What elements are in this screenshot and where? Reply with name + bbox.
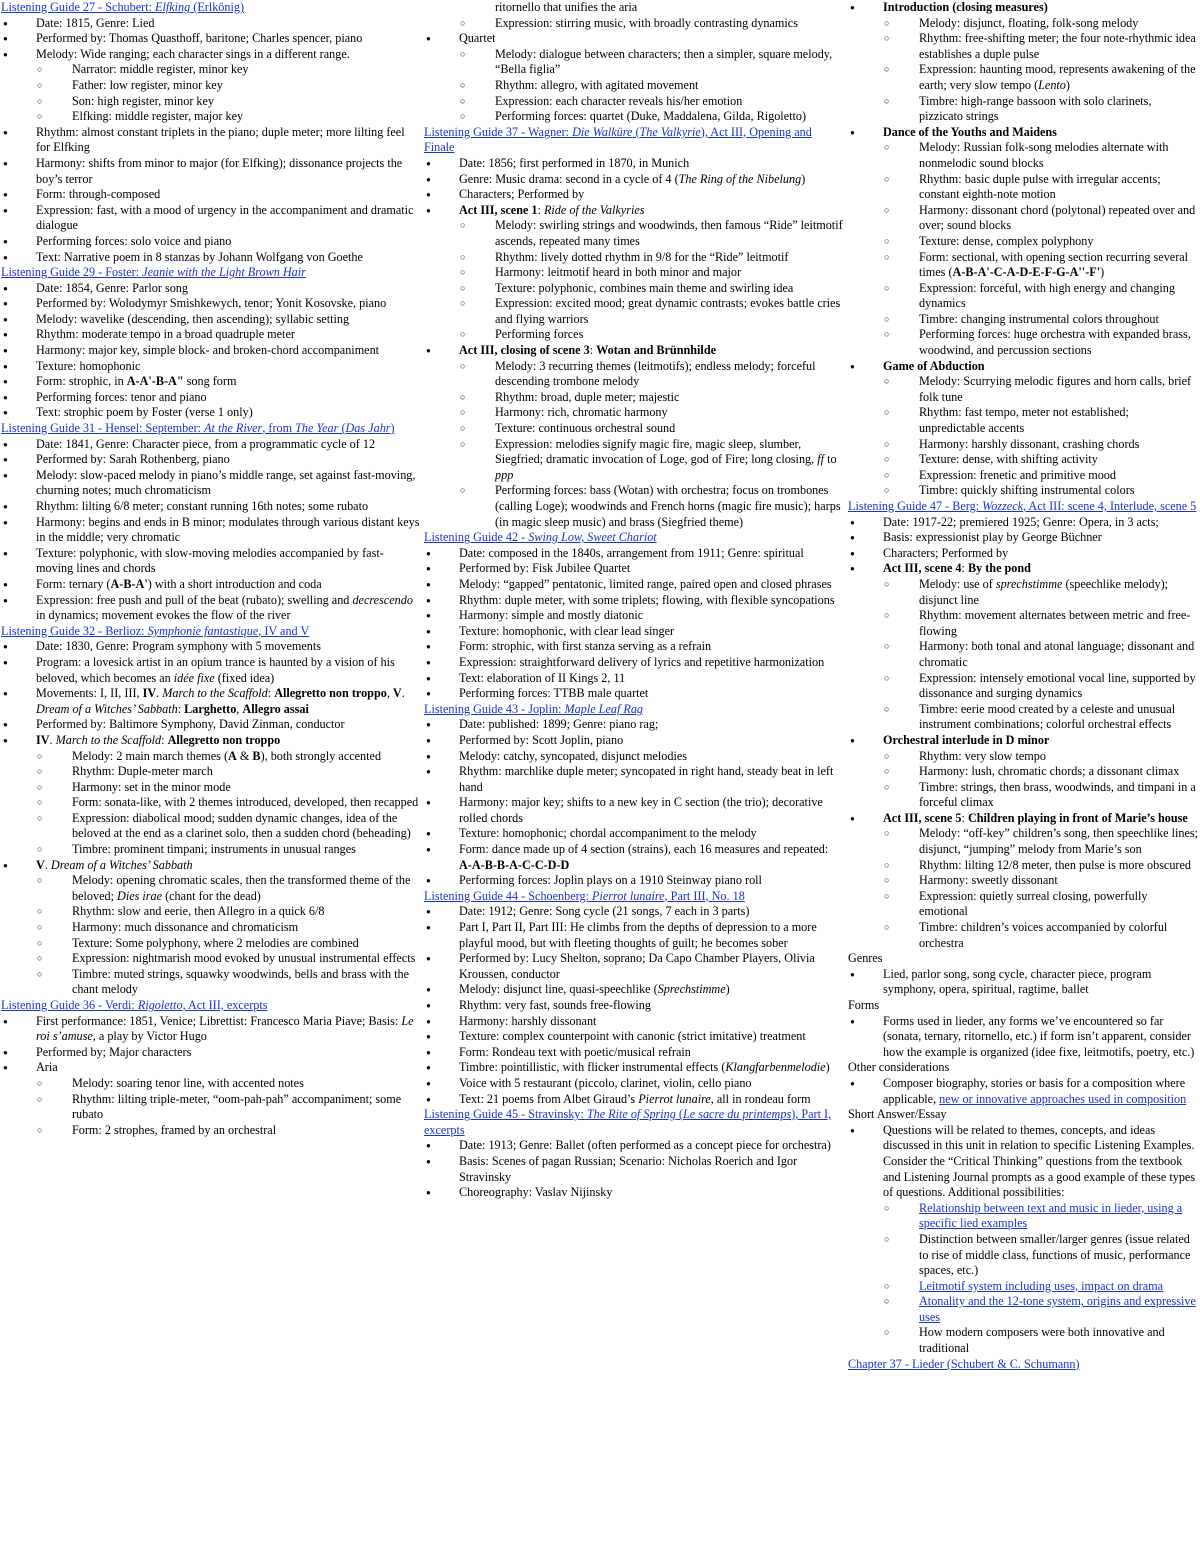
sub-bullet-item: ○ Rhythm: free-shifting meter; the four note-rhythmic idea establishes a duple pulse xyxy=(848,31,1198,62)
column-1 xyxy=(0,0,424,1553)
bullet-item: ● Lied, parlor song, song cycle, character piece, program symphony, opera, spiritual, ragtime, ballet xyxy=(848,967,1198,998)
sub-bullet-item: ○ Form: 2 strophes, framed by an orchestral xyxy=(1,1123,420,1139)
section-label: Short Answer/Essay xyxy=(848,1107,947,1122)
bullet-item: ● Basis: Scenes of pagan Russian; Scenario: Nicholas Roerich and Igor Stravinsky xyxy=(424,1154,844,1185)
guide-heading-link[interactable]: Listening Guide 32 - Berlioz: Symphonie fantastique, IV and V xyxy=(1,623,310,638)
guide-heading-link[interactable]: Listening Guide 31 - Hensel: September: At the River, from The Year (Das Jahr) xyxy=(1,421,395,436)
bullet-item: ● Date: 1856; first performed in 1870, in Munich xyxy=(424,156,844,172)
sub-bullet-item: ○ Texture: continuous orchestral sound xyxy=(424,421,844,437)
bullet-item: ● Date: 1830, Genre: Program symphony with 5 movements xyxy=(1,639,420,655)
bullet-item: ● Performed by: Thomas Quasthoff, baritone; Charles spencer, piano xyxy=(1,31,420,47)
bullet-item: ● Aria xyxy=(1,1060,420,1076)
bullet-item: ● Rhythm: marchlike duple meter; syncopated in right hand, steady beat in left hand xyxy=(424,764,844,795)
sub-bullet-item: ○ Timbre: quickly shifting instrumental colors xyxy=(848,483,1198,499)
sub-bullet-item: ○ Melody: opening chromatic scales, then the transformed theme of the beloved; Dies irae (chant for the dead) xyxy=(1,873,420,904)
guide-heading-link[interactable]: Listening Guide 44 - Schoenberg: Pierrot lunaire, Part III, No. 18 xyxy=(424,888,745,903)
sub-bullet-item: ○ Texture: polyphonic, combines main theme and swirling idea xyxy=(424,281,844,297)
sub-bullet-item: ○ Expression: excited mood; great dynamic contrasts; evokes battle cries and flying warriors xyxy=(424,296,844,327)
bullet-item: ● Questions will be related to themes, concepts, and ideas discussed in this unit in relation to specific Listening Examples. Consider the “Critical Thinking” questions from the textbook and Listening Journal prompts as a good example of these types of questions. Additional possibilities: xyxy=(848,1123,1198,1201)
sub-bullet-item: ○ Texture: dense, complex polyphony xyxy=(848,234,1198,250)
bullet-item: ● Text: Narrative poem in 8 stanzas by Johann Wolfgang von Goethe xyxy=(1,250,420,266)
bullet-item: ● Melody: “gapped” pentatonic, limited range, paired open and closed phrases xyxy=(424,577,844,593)
bullet-item: ● Texture: homophonic xyxy=(1,359,420,375)
sub-bullet-item: ○ Harmony: both tonal and atonal language; dissonant and chromatic xyxy=(848,639,1198,670)
bullet-item: ● Text: 21 poems from Albet Giraud’s Pierrot lunaire, all in rondeau form xyxy=(424,1092,844,1108)
bullet-item: ● Characters; Performed by xyxy=(848,546,1198,562)
sub-bullet-item: ○ Harmony: set in the minor mode xyxy=(1,780,420,796)
bullet-item: ● Form: ternary (A-B-A') with a short introduction and coda xyxy=(1,577,420,593)
bullet-item: ● Characters; Performed by xyxy=(424,187,844,203)
sub-bullet-item: ○ Distinction between smaller/larger genres (issue related to rise of middle class, functions of music, performance spaces, etc.) xyxy=(848,1232,1198,1279)
sub-bullet-item: ○ Rhythm: Duple-meter march xyxy=(1,764,420,780)
sub-bullet-item: ○ Expression: nightmarish mood evoked by unusual instrumental effects xyxy=(1,951,420,967)
bullet-item: ● Forms used in lieder, any forms we’ve encountered so far (sonata, ternary, ritornello, etc.) if form isn’t apparent, consider how the example is organized (idee fixe, leitmotifs, poetry, etc.) xyxy=(848,1014,1198,1061)
bullet-item: ● Movements: I, II, III, IV. March to the Scaffold: Allegretto non troppo, V. Dream of a Witches’ Sabbath: Larghetto, Allegro assai xyxy=(1,686,420,717)
guide-heading-link[interactable]: Listening Guide 29 - Foster: Jeanie with the Light Brown Hair xyxy=(1,265,306,280)
bullet-item: ● Introduction (closing measures) xyxy=(848,0,1198,16)
bullet-item: ● Date: 1917-22; premiered 1925; Genre: Opera, in 3 acts; xyxy=(848,515,1198,531)
guide-heading-link[interactable]: Chapter 37 - Lieder (Schubert & C. Schumann) xyxy=(848,1356,1080,1371)
bullet-item: ● Date: 1841, Genre: Character piece, from a programmatic cycle of 12 xyxy=(1,437,420,453)
bullet-item: ● Basis: expressionist play by George Büchner xyxy=(848,530,1198,546)
bullet-item: ● Melody: Wide ranging; each character sings in a different range. xyxy=(1,47,420,63)
bullet-item: ● Genre: Music drama: second in a cycle of 4 (The Ring of the Nibelung) xyxy=(424,172,844,188)
bullet-item: ● Performing forces: Joplin plays on a 1910 Steinway piano roll xyxy=(424,873,844,889)
sub-bullet-item: ○ Melody: Russian folk-song melodies alternate with nonmelodic sound blocks xyxy=(848,140,1198,171)
bullet-item: ● Part I, Part II, Part III: He climbs from the depths of depression to a more playful mood, but with fleeting thoughts of guilt; he becomes sober xyxy=(424,920,844,951)
sub-bullet-item: ○ Timbre: muted strings, squawky woodwinds, bells and brass with the chant melody xyxy=(1,967,420,998)
bullet-item: ● Date: 1913; Genre: Ballet (often performed as a concept piece for orchestra) xyxy=(424,1138,844,1154)
bullet-item: ● Harmony: major key; shifts to a new key in C section (the trio); decorative rolled chords xyxy=(424,795,844,826)
bullet-item: ● Performing forces: TTBB male quartet xyxy=(424,686,844,702)
bullet-item: ● Rhythm: moderate tempo in a broad quadruple meter xyxy=(1,327,420,343)
sub-bullet-item: ○ Melody: use of sprechstimme (speechlike melody); disjunct line xyxy=(848,577,1198,608)
sub-bullet-item: ○ How modern composers were both innovative and traditional xyxy=(848,1325,1198,1356)
sub-bullet-item: ○ Rhythm: lively dotted rhythm in 9/8 for the “Ride” leitmotif xyxy=(424,250,844,266)
sub-bullet-item: ○ Performing forces: quartet (Duke, Maddalena, Gilda, Rigoletto) xyxy=(424,109,844,125)
bullet-item: ● Expression: free push and pull of the beat (rubato); swelling and decrescendo in dynamics; movement evokes the flow of the river xyxy=(1,593,420,624)
bullet-item: ● Game of Abduction xyxy=(848,359,1198,375)
guide-heading-link[interactable]: Listening Guide 37 - Wagner: Die Walküre (The Valkyrie), Act III, Opening and Finale xyxy=(424,124,812,155)
sub-bullet-item: ○ Timbre: prominent timpani; instruments in unusual ranges xyxy=(1,842,420,858)
sub-bullet-item: ○ Leitmotif system including uses, impact on drama xyxy=(848,1279,1198,1295)
bullet-item: ● Harmony: harshly dissonant xyxy=(424,1014,844,1030)
sub-bullet-item: ○ Harmony: rich, chromatic harmony xyxy=(424,405,844,421)
sub-bullet-item: ○ Melody: Scurrying melodic figures and horn calls, brief folk tune xyxy=(848,374,1198,405)
bullet-item: ● Date: published: 1899; Genre: piano rag; xyxy=(424,717,844,733)
bullet-item: ● Expression: straightforward delivery of lyrics and repetitive harmonization xyxy=(424,655,844,671)
sub-bullet-item: ○ Harmony: sweetly dissonant xyxy=(848,873,1198,889)
sub-bullet-item: ○ Harmony: harshly dissonant, crashing chords xyxy=(848,437,1198,453)
sub-bullet-item: ○ Expression: forceful, with high energy and changing dynamics xyxy=(848,281,1198,312)
sub-bullet-item: ○ Relationship between text and music in lieder, using a specific lied examples xyxy=(848,1201,1198,1232)
bullet-item: ● Melody: wavelike (descending, then ascending); syllabic setting xyxy=(1,312,420,328)
sub-bullet-item: ○ Performing forces: huge orchestra with expanded brass, woodwind, and percussion sections xyxy=(848,327,1198,358)
sub-bullet-item: ○ Narrator: middle register, minor key xyxy=(1,62,420,78)
guide-heading-link[interactable]: Listening Guide 45 - Stravinsky: The Rite of Spring (Le sacre du printemps), Part I, excerpts xyxy=(424,1107,832,1137)
bullet-item: ● Harmony: begins and ends in B minor; modulates through various distant keys in the middle; very chromatic xyxy=(1,515,420,546)
bullet-item: ● Form: strophic, with first stanza serving as a refrain xyxy=(424,639,844,655)
section-label: Other considerations xyxy=(848,1060,950,1075)
section-label: Genres xyxy=(848,951,883,966)
bullet-item: ● Orchestral interlude in D minor xyxy=(848,733,1198,749)
bullet-item: ● Performed by: Fisk Jubilee Quartet xyxy=(424,561,844,577)
bullet-item: ● Timbre: pointillistic, with flicker instrumental effects (Klangfarbenmelodie) xyxy=(424,1060,844,1076)
sub-bullet-item: ○ Expression: each character reveals his/her emotion xyxy=(424,94,844,110)
sub-bullet-item: ○ Melody: 3 recurring themes (leitmotifs); endless melody; forceful descending trombone melody xyxy=(424,359,844,390)
bullet-item: ● First performance: 1851, Venice; Librettist: Francesco Maria Piave; Basis: Le roi s’amuse, a play by Victor Hugo xyxy=(1,1014,420,1045)
bullet-item: ● Act III, closing of scene 3: Wotan and Brünnhilde xyxy=(424,343,844,359)
bullet-item: ● Performing forces: tenor and piano xyxy=(1,390,420,406)
bullet-item: ● Text: elaboration of II Kings 2, 11 xyxy=(424,671,844,687)
bullet-item: ● Performed by: Sarah Rothenberg, piano xyxy=(1,452,420,468)
bullet-item: ● Performed by: Wolodymyr Smishkewych, tenor; Yonit Kosovske, piano xyxy=(1,296,420,312)
bullet-item: ● Texture: complex counterpoint with canonic (strict imitative) treatment xyxy=(424,1029,844,1045)
bullet-item: ● Form: dance made up of 4 section (strains), each 16 measures and repeated: A-A-B-B-A-C-C-D-D xyxy=(424,842,844,873)
bullet-item: ● Program: a lovesick artist in an opium trance is haunted by a vision of his beloved, which becomes an idée fixe (fixed idea) xyxy=(1,655,420,686)
sub-bullet-item: ○ Rhythm: fast tempo, meter not established; unpredictable accents xyxy=(848,405,1198,436)
bullet-item: ● Performed by: Baltimore Symphony, David Zinman, conductor xyxy=(1,717,420,733)
sub-bullet-item: ○ Performing forces: bass (Wotan) with orchestra; focus on trombones (calling Loge); woodwinds and French horns (magic fire music); harps (in magic sleep music) and brass (Siegfried theme) xyxy=(424,483,844,530)
sub-bullet-item: ○ Son: high register, minor key xyxy=(1,94,420,110)
sub-bullet-item: ○ Melody: 2 main march themes (A & B), both strongly accented xyxy=(1,749,420,765)
sub-bullet-item: ○ Harmony: leitmotif heard in both minor and major xyxy=(424,265,844,281)
sub-bullet-item: ○ Atonality and the 12-tone system, origins and expressive uses xyxy=(848,1294,1198,1325)
sub-bullet-item: ○ Form: sonata-like, with 2 themes introduced, developed, then recapped xyxy=(1,795,420,811)
bullet-item: ● Quartet xyxy=(424,31,844,47)
bullet-item: ● Melody: slow-paced melody in piano’s middle range, set against fast-moving, churning notes; much chromaticism xyxy=(1,468,420,499)
sub-bullet-item: ○ Melody: disjunct, floating, folk-song melody xyxy=(848,16,1198,32)
sub-bullet-item: ○ Expression: diabolical mood; sudden dynamic changes, idea of the beloved at the end as a clarinet solo, then a sudden chord (beheading) xyxy=(1,811,420,842)
sub-bullet-item: ○ Expression: haunting mood, represents awakening of the earth; very slow tempo (Lento) xyxy=(848,62,1198,93)
bullet-item: ● Rhythm: duple meter, with some triplets; flowing, with flexible syncopations xyxy=(424,593,844,609)
sub-bullet-item: ○ Timbre: high-range bassoon with solo clarinets, pizzicato strings xyxy=(848,94,1198,125)
bullet-item: ● Texture: homophonic, with clear lead singer xyxy=(424,624,844,640)
sub-bullet-item: ○ Rhythm: lilting triple-meter, “oom-pah-pah” accompaniment; some rubato xyxy=(1,1092,420,1123)
bullet-item: ● Act III, scene 1: Ride of the Valkyries xyxy=(424,203,844,219)
guide-heading-link[interactable]: Listening Guide 47 - Berg: Wozzeck, Act III: scene 4, Interlude, scene 5 xyxy=(848,499,1197,513)
bullet-item: ● Form: strophic, in A-A'-B-A" song form xyxy=(1,374,420,390)
bullet-item: ● Harmony: simple and mostly diatonic xyxy=(424,608,844,624)
sub-bullet-item: ○ Expression: intensely emotional vocal line, supported by dissonance and surging dynamics xyxy=(848,671,1198,702)
bullet-item: ● Form: through-composed xyxy=(1,187,420,203)
sub-bullet-item: ○ Performing forces xyxy=(424,327,844,343)
bullet-item: ● Date: 1854, Genre: Parlor song xyxy=(1,281,420,297)
bullet-item: ● Texture: homophonic; chordal accompaniment to the melody xyxy=(424,826,844,842)
bullet-item: ● Melody: disjunct line, quasi-speechlike (Sprechstimme) xyxy=(424,982,844,998)
sub-bullet-item: ○ Father: low register, minor key xyxy=(1,78,420,94)
sub-bullet-item: ○ Expression: stirring music, with broadly contrasting dynamics xyxy=(424,16,844,32)
sub-bullet-item: ○ Rhythm: lilting 12/8 meter, then pulse is more obscured xyxy=(848,858,1198,874)
guide-heading-link[interactable]: Listening Guide 36 - Verdi: Rigoletto, Act III, excerpts xyxy=(1,998,268,1012)
sub-bullet-item: ○ Rhythm: allegro, with agitated movement xyxy=(424,78,844,94)
sub-bullet-item: ○ Timbre: children’s voices accompanied by colorful orchestra xyxy=(848,920,1198,951)
bullet-item: ● Voice with 5 restaurant (piccolo, clarinet, violin, cello piano xyxy=(424,1076,844,1092)
bullet-item: ● Date: 1815, Genre: Lied xyxy=(1,16,420,32)
sub-bullet-item: ○ Harmony: lush, chromatic chords; a dissonant climax xyxy=(848,764,1198,780)
guide-heading-link[interactable]: Listening Guide 43 - Joplin: Maple Leaf Rag xyxy=(424,701,644,716)
section-label: Forms xyxy=(848,998,880,1012)
column-3 xyxy=(848,0,1200,1553)
bullet-item: ● Melody: catchy, syncopated, disjunct melodies xyxy=(424,749,844,765)
bullet-item: ● Choreography: Vaslav Nijinsky xyxy=(424,1185,844,1201)
sub-bullet-item: ○ Rhythm: basic duple pulse with irregular accents; constant eighth-note motion xyxy=(848,172,1198,203)
sub-bullet-item: ○ Expression: melodies signify magic fire, magic sleep, slumber, Siegfried; dramatic invocation of Loge, god of Fire; long closing, ff to ppp xyxy=(424,437,844,484)
sub-bullet-item: ○ Timbre: changing instrumental colors throughout xyxy=(848,312,1198,328)
sub-bullet-item: ○ Melody: soaring tenor line, with accented notes xyxy=(1,1076,420,1092)
sub-bullet-item: ○ Melody: dialogue between characters; then a simpler, square melody, “Bella figlia” xyxy=(424,47,844,78)
sub-bullet-item: ○ Texture: dense, with shifting activity xyxy=(848,452,1198,468)
bullet-item: ● Act III, scene 4: By the pond xyxy=(848,561,1198,577)
sub-bullet-item: ○ Expression: quietly surreal closing, powerfully emotional xyxy=(848,889,1198,920)
bullet-item: ● Texture: polyphonic, with slow-moving melodies accompanied by fast-moving lines and chords xyxy=(1,546,420,577)
bullet-item: ● Expression: fast, with a mood of urgency in the accompaniment and dramatic dialogue xyxy=(1,203,420,234)
sub-bullet-item: ○ Rhythm: movement alternates between metric and free-flowing xyxy=(848,608,1198,639)
sub-bullet-item: ○ Rhythm: very slow tempo xyxy=(848,749,1198,765)
sub-bullet-item: ○ Texture: Some polyphony, where 2 melodies are combined xyxy=(1,936,420,952)
bullet-item: ● Form: Rondeau text with poetic/musical refrain xyxy=(424,1045,844,1061)
sub-bullet-item: ○ Timbre: eerie mood created by a celeste and unusual instrument combinations; colorful orchestral effects xyxy=(848,702,1198,733)
sub-bullet-item: ○ Melody: “off-key” children’s song, then speechlike lines; disjunct, “jumping” melody from Marie’s son xyxy=(848,826,1198,857)
sub-bullet-item: ○ Rhythm: broad, duple meter; majestic xyxy=(424,390,844,406)
sub-bullet-item: ○ Melody: swirling strings and woodwinds, then famous “Ride” leitmotif ascends, repeated many times xyxy=(424,218,844,249)
bullet-item: ● V. Dream of a Witches’ Sabbath xyxy=(1,858,420,874)
bullet-item: ● Performed by; Major characters xyxy=(1,1045,420,1061)
bullet-item: ● Composer biography, stories or basis for a composition where applicable, new or innovative approaches used in composition xyxy=(848,1076,1198,1107)
bullet-item: ● Act III, scene 5: Children playing in front of Marie’s house xyxy=(848,811,1198,827)
sub-bullet-item: ○ Harmony: much dissonance and chromaticism xyxy=(1,920,420,936)
bullet-item: ● Rhythm: almost constant triplets in the piano; duple meter; more lilting feel for Elfking xyxy=(1,125,420,156)
sub-bullet-item: ○ Elfking: middle register, major key xyxy=(1,109,420,125)
bullet-item: ● Text: strophic poem by Foster (verse 1 only) xyxy=(1,405,420,421)
bullet-item: ● IV. March to the Scaffold: Allegretto non troppo xyxy=(1,733,420,749)
bullet-item: ● Date: composed in the 1840s, arrangement from 1911; Genre: spiritual xyxy=(424,546,844,562)
bullet-item: ● Rhythm: lilting 6/8 meter; constant running 16th notes; some rubato xyxy=(1,499,420,515)
sub-bullet-item: ○ Harmony: dissonant chord (polytonal) repeated over and over; sound blocks xyxy=(848,203,1198,234)
continued-line: ritornello that unifies the aria xyxy=(495,0,638,14)
bullet-item: ● Date: 1912; Genre: Song cycle (21 songs, 7 each in 3 parts) xyxy=(424,904,844,920)
column-2 xyxy=(424,0,848,1553)
bullet-item: ● Performed by: Lucy Shelton, soprano; Da Capo Chamber Players, Olivia Kroussen, conductor xyxy=(424,951,844,982)
sub-bullet-item: ○ Timbre: strings, then brass, woodwinds, and timpani in a forceful climax xyxy=(848,780,1198,811)
bullet-item: ● Harmony: major key, simple block- and broken-chord accompaniment xyxy=(1,343,420,359)
sub-bullet-item: ○ Form: sectional, with opening section recurring several times (A-B-A'-C-A-D-E-F-G-A''-F') xyxy=(848,250,1198,281)
guide-heading-link[interactable]: Listening Guide 42 - Swing Low, Sweet Chariot xyxy=(424,530,657,545)
bullet-item: ● Performed by: Scott Joplin, piano xyxy=(424,733,844,749)
bullet-item: ● Harmony: shifts from minor to major (for Elfking); dissonance projects the boy’s terror xyxy=(1,156,420,187)
bullet-item: ● Rhythm: very fast, sounds free-flowing xyxy=(424,998,844,1014)
bullet-item: ● Performing forces: solo voice and piano xyxy=(1,234,420,250)
sub-bullet-item: ○ Expression: frenetic and primitive mood xyxy=(848,468,1198,484)
guide-heading-link[interactable]: Listening Guide 27 - Schubert: Elfking (Erlkönig) xyxy=(1,0,245,14)
sub-bullet-item: ○ Rhythm: slow and eerie, then Allegro in a quick 6/8 xyxy=(1,904,420,920)
bullet-item: ● Dance of the Youths and Maidens xyxy=(848,125,1198,141)
